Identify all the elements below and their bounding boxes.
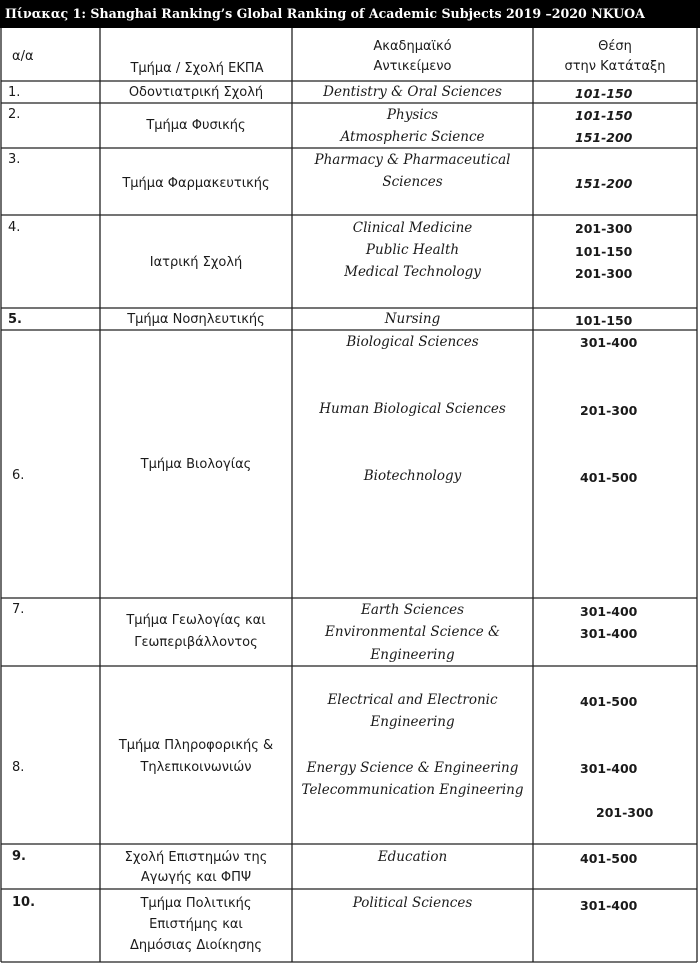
- row-department: Σχολή Επιστημών της: [124, 850, 268, 865]
- row-department: Επιστήμης και: [149, 917, 243, 932]
- row-subject: Political Sciences: [352, 895, 473, 911]
- row-num: 2.: [8, 107, 21, 122]
- header-rank-line1: Θέση: [598, 39, 632, 54]
- row-subject: Electrical and Electronic: [327, 692, 498, 708]
- row-rank: 201-300: [575, 266, 633, 281]
- row-subject: Nursing: [384, 311, 441, 327]
- header-department: Τμήμα / Σχολή ΕΚΠΑ: [130, 61, 264, 76]
- header-rank-line2: στην Κατάταξη: [564, 59, 666, 74]
- header-subject-line2: Αντικείμενο: [373, 59, 452, 74]
- row-subject: Atmospheric Science: [340, 129, 485, 145]
- row-department: Τμήμα Φαρμακευτικής: [122, 176, 270, 191]
- row-num: 6.: [12, 468, 25, 483]
- row-num: 9.: [12, 849, 26, 864]
- row-rank: 401-500: [580, 851, 638, 866]
- row-rank: 101-150: [575, 313, 633, 328]
- row-department: Αγωγής και ΦΠΨ: [140, 870, 252, 885]
- row-subject: Public Health: [365, 242, 460, 258]
- row-rank: 301-400: [580, 761, 638, 776]
- row-num: 4.: [8, 220, 21, 235]
- row-subject: Sciences: [382, 174, 443, 190]
- row-department: Τμήμα Βιολογίας: [140, 457, 252, 472]
- row-num: 3.: [8, 152, 21, 167]
- header-num: α/α: [12, 49, 34, 64]
- row-subject: Environmental Science &: [324, 624, 500, 640]
- row-department: Γεωπεριβάλλοντος: [134, 635, 258, 650]
- row-rank: 401-500: [580, 694, 638, 709]
- row-department: Τμήμα Νοσηλευτικής: [127, 312, 265, 327]
- row-subject: Telecommunication Engineering: [301, 782, 524, 798]
- row-rank: 301-400: [580, 604, 638, 619]
- row-rank: 301-400: [580, 335, 638, 350]
- row-rank: 201-300: [596, 805, 654, 820]
- table-title: Πίνακας 1: Shanghai Ranking’s Global Ranking of Academic Subjects 2019 –2020 NKUOA: [0, 0, 700, 28]
- row-subject: Earth Sciences: [360, 602, 465, 618]
- row-num: 5.: [8, 312, 22, 327]
- row-subject: Pharmacy & Pharmaceutical: [314, 152, 511, 168]
- row-subject: Engineering: [370, 647, 455, 663]
- row-subject: Engineering: [370, 714, 455, 730]
- row-subject: Physics: [386, 107, 439, 123]
- row-rank: 201-300: [580, 403, 638, 418]
- row-department: Τηλεπικοινωνιών: [140, 760, 252, 775]
- row-department: Τμήμα Πολιτικής: [140, 896, 252, 911]
- row-subject: Medical Technology: [344, 264, 481, 280]
- row-department: Δημόσιας Διοίκησης: [130, 938, 262, 953]
- row-department: Τμήμα Γεωλογίας και: [126, 613, 266, 628]
- row-department: Τμήμα Φυσικής: [146, 118, 246, 133]
- row-subject: Clinical Medicine: [352, 220, 473, 236]
- row-subject: Biotechnology: [363, 468, 462, 484]
- row-subject: Dentistry & Oral Sciences: [323, 84, 502, 100]
- row-subject: Energy Science & Engineering: [306, 760, 519, 776]
- row-rank: 101-150: [575, 108, 633, 123]
- row-num: 8.: [12, 760, 25, 775]
- row-department: Τμήμα Πληροφορικής &: [118, 738, 274, 753]
- row-rank: 101-150: [575, 86, 633, 101]
- row-num: 7.: [12, 602, 25, 617]
- row-num: 1.: [8, 85, 21, 100]
- row-rank: 151-200: [575, 130, 633, 145]
- row-subject: Education: [377, 849, 448, 865]
- row-subject: Biological Sciences: [346, 334, 479, 350]
- header-subject-line1: Ακαδημαϊκό: [373, 39, 452, 54]
- row-rank: 201-300: [575, 221, 633, 236]
- row-department: Οδοντιατρική Σχολή: [128, 85, 264, 100]
- row-num: 10.: [12, 895, 36, 910]
- row-rank: 301-400: [580, 898, 638, 913]
- row-rank: 401-500: [580, 470, 638, 485]
- row-rank: 151-200: [575, 176, 633, 191]
- row-department: Ιατρική Σχολή: [149, 255, 243, 270]
- row-rank: 101-150: [575, 244, 633, 259]
- row-subject: Human Biological Sciences: [319, 401, 506, 417]
- row-rank: 301-400: [580, 626, 638, 641]
